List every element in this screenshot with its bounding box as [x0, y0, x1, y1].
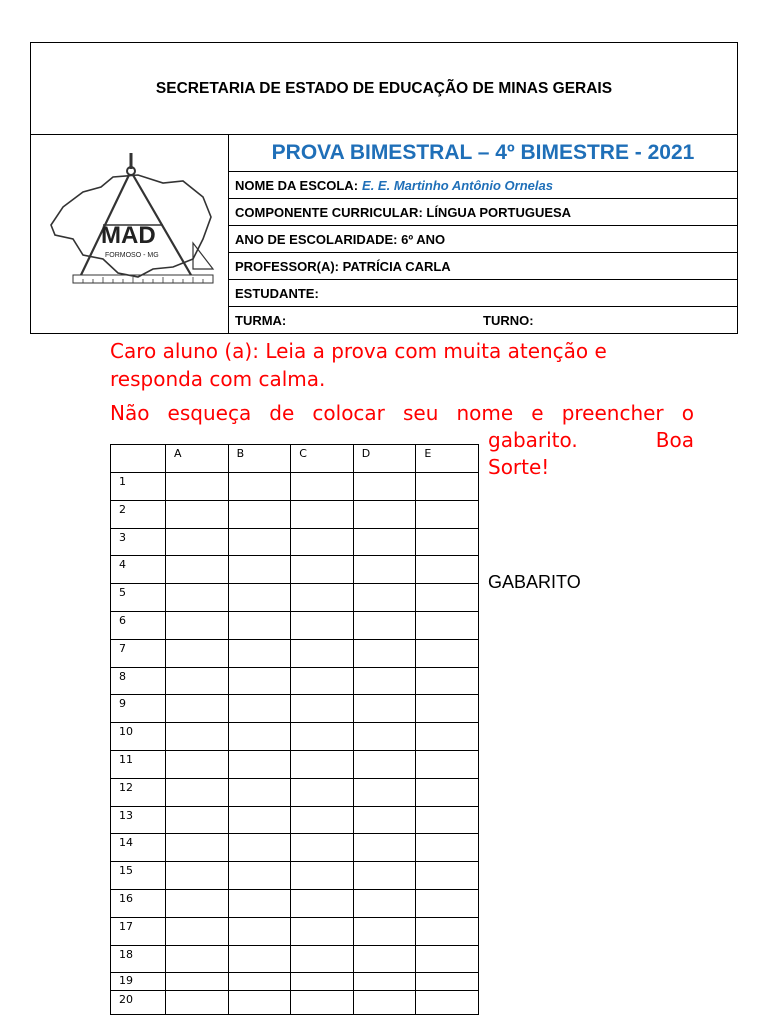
exam-header	[30, 42, 738, 334]
answer-cell[interactable]	[416, 723, 479, 751]
answer-cell[interactable]	[291, 945, 354, 973]
answer-cell[interactable]	[166, 991, 229, 1015]
answer-cell[interactable]	[166, 667, 229, 695]
answer-cell[interactable]	[291, 723, 354, 751]
answer-cell[interactable]	[166, 695, 229, 723]
table-row	[111, 584, 479, 612]
answer-cell[interactable]	[353, 639, 416, 667]
question-number: 15	[111, 862, 166, 890]
turma-field[interactable]: TURMA:	[235, 312, 287, 328]
nome-escola-value: E. E. Martinho Antônio Ornelas	[362, 177, 553, 193]
answer-cell[interactable]	[228, 806, 291, 834]
answer-cell[interactable]	[228, 723, 291, 751]
answer-cell[interactable]	[166, 528, 229, 556]
answer-cell[interactable]	[291, 889, 354, 917]
turma-turno-row	[229, 307, 737, 333]
table-row	[111, 834, 479, 862]
answer-cell[interactable]	[166, 973, 229, 991]
svg-text:FORMOSO - MG: FORMOSO - MG	[105, 252, 159, 259]
school-logo	[31, 135, 229, 333]
instruction-line-2: Não esqueça de colocar seu nome e preencher o	[110, 401, 694, 425]
answer-cell[interactable]	[353, 500, 416, 528]
table-row	[111, 889, 479, 917]
answer-cell[interactable]	[353, 584, 416, 612]
answer-cell[interactable]	[291, 695, 354, 723]
answer-cell[interactable]	[166, 500, 229, 528]
answer-cell[interactable]	[228, 973, 291, 991]
answer-cell[interactable]	[228, 528, 291, 556]
answer-cell[interactable]	[166, 584, 229, 612]
table-row	[111, 500, 479, 528]
table-row	[111, 473, 479, 501]
answer-cell[interactable]	[416, 991, 479, 1015]
estudante-field[interactable]: ESTUDANTE:	[229, 280, 737, 307]
answer-cell[interactable]	[416, 584, 479, 612]
answer-cell[interactable]	[166, 806, 229, 834]
answer-sheet-header-row	[111, 445, 479, 473]
table-row	[111, 991, 479, 1015]
nome-escola-label: NOME DA ESCOLA:	[235, 177, 359, 193]
answer-cell[interactable]	[353, 528, 416, 556]
answer-cell[interactable]	[228, 945, 291, 973]
answer-cell[interactable]	[416, 945, 479, 973]
exam-info	[229, 135, 737, 333]
answer-cell[interactable]	[291, 834, 354, 862]
table-row	[111, 973, 479, 991]
answer-cell[interactable]	[291, 750, 354, 778]
answer-cell[interactable]	[166, 778, 229, 806]
answer-cell[interactable]	[166, 639, 229, 667]
answer-cell[interactable]	[416, 862, 479, 890]
answer-cell[interactable]	[416, 611, 479, 639]
answer-cell[interactable]	[291, 991, 354, 1015]
answer-cell[interactable]	[166, 473, 229, 501]
answer-cell[interactable]	[166, 723, 229, 751]
answer-cell[interactable]	[291, 639, 354, 667]
answer-cell[interactable]	[291, 973, 354, 991]
answer-cell[interactable]	[353, 973, 416, 991]
column-header: E	[416, 445, 479, 473]
table-row	[111, 917, 479, 945]
question-number: 11	[111, 750, 166, 778]
answer-cell[interactable]	[166, 917, 229, 945]
answer-cell[interactable]	[353, 778, 416, 806]
question-number: 1	[111, 473, 166, 501]
instruction-word-boa: Boa	[655, 428, 694, 452]
answer-cell[interactable]	[228, 695, 291, 723]
answer-cell[interactable]	[228, 917, 291, 945]
answer-cell[interactable]	[166, 945, 229, 973]
answer-cell[interactable]	[291, 778, 354, 806]
answer-cell[interactable]	[166, 556, 229, 584]
answer-cell[interactable]	[291, 611, 354, 639]
answer-cell[interactable]	[353, 889, 416, 917]
answer-cell[interactable]	[228, 889, 291, 917]
answer-cell[interactable]	[228, 500, 291, 528]
answer-cell[interactable]	[291, 806, 354, 834]
answer-cell[interactable]	[353, 991, 416, 1015]
answer-cell[interactable]	[291, 556, 354, 584]
question-number: 9	[111, 695, 166, 723]
question-number: 16	[111, 889, 166, 917]
table-row	[111, 723, 479, 751]
answer-cell[interactable]	[228, 667, 291, 695]
answer-cell[interactable]	[228, 611, 291, 639]
table-row	[111, 667, 479, 695]
componente-row: COMPONENTE CURRICULAR: LÍNGUA PORTUGUESA	[229, 199, 737, 226]
question-number: 2	[111, 500, 166, 528]
answer-cell[interactable]	[416, 639, 479, 667]
professor-row: PROFESSOR(A): PATRÍCIA CARLA	[229, 253, 737, 280]
answer-cell[interactable]	[353, 945, 416, 973]
table-row	[111, 945, 479, 973]
answer-cell[interactable]	[291, 917, 354, 945]
turno-field[interactable]: TURNO:	[483, 312, 534, 328]
answer-cell[interactable]	[166, 750, 229, 778]
answer-cell[interactable]	[416, 806, 479, 834]
question-number: 4	[111, 556, 166, 584]
table-row	[111, 556, 479, 584]
column-header: B	[228, 445, 291, 473]
instruction-line-2-continued	[488, 427, 694, 481]
question-number: 14	[111, 834, 166, 862]
prova-title: PROVA BIMESTRAL – 4º BIMESTRE - 2021	[229, 135, 737, 172]
column-header: D	[353, 445, 416, 473]
gabarito-label: GABARITO	[488, 572, 581, 592]
question-number: 3	[111, 528, 166, 556]
corner-cell	[111, 445, 166, 473]
table-row	[111, 750, 479, 778]
answer-cell[interactable]	[228, 556, 291, 584]
table-row	[111, 778, 479, 806]
answer-cell[interactable]	[291, 528, 354, 556]
answer-cell[interactable]	[228, 584, 291, 612]
answer-cell[interactable]	[228, 834, 291, 862]
question-number: 20	[111, 991, 166, 1015]
answer-cell[interactable]	[353, 473, 416, 501]
answer-cell[interactable]	[353, 556, 416, 584]
answer-cell[interactable]	[353, 834, 416, 862]
instruction-word-sorte: Sorte!	[488, 455, 550, 479]
ano-row: ANO DE ESCOLARIDADE: 6º ANO	[229, 226, 737, 253]
secretaria-title: SECRETARIA DE ESTADO DE EDUCAÇÃO DE MINAS GERAIS	[31, 43, 737, 135]
answer-cell[interactable]	[353, 750, 416, 778]
table-row	[111, 611, 479, 639]
answer-cell[interactable]	[166, 889, 229, 917]
answer-sheet-table	[110, 444, 479, 1015]
instruction-word-gabarito: gabarito.	[488, 428, 578, 452]
table-row	[111, 695, 479, 723]
question-number: 10	[111, 723, 166, 751]
answer-cell[interactable]	[228, 473, 291, 501]
question-number: 17	[111, 917, 166, 945]
answer-cell[interactable]	[291, 473, 354, 501]
answer-cell[interactable]	[228, 778, 291, 806]
answer-cell[interactable]	[353, 862, 416, 890]
question-number: 6	[111, 611, 166, 639]
question-number: 12	[111, 778, 166, 806]
answer-cell[interactable]	[228, 991, 291, 1015]
column-header: A	[166, 445, 229, 473]
answer-cell[interactable]	[353, 695, 416, 723]
table-row	[111, 639, 479, 667]
answer-cell[interactable]	[291, 862, 354, 890]
question-number: 8	[111, 667, 166, 695]
answer-cell[interactable]	[416, 528, 479, 556]
nome-escola-row	[229, 172, 737, 199]
answer-cell[interactable]	[416, 500, 479, 528]
answer-cell[interactable]	[228, 750, 291, 778]
table-row	[111, 806, 479, 834]
answer-sheet-body	[111, 473, 479, 1015]
answer-cell[interactable]	[416, 889, 479, 917]
answer-cell[interactable]	[416, 695, 479, 723]
instruction-line-1: Caro aluno (a): Leia a prova com muita atenção e responda com calma.	[110, 339, 607, 391]
answer-cell[interactable]	[353, 667, 416, 695]
table-row	[111, 862, 479, 890]
table-row	[111, 528, 479, 556]
answer-cell[interactable]	[353, 917, 416, 945]
answer-cell[interactable]	[353, 806, 416, 834]
answer-cell[interactable]	[353, 723, 416, 751]
question-number: 7	[111, 639, 166, 667]
answer-cell[interactable]	[353, 611, 416, 639]
answer-cell[interactable]	[166, 862, 229, 890]
answer-cell[interactable]	[416, 778, 479, 806]
answer-cell[interactable]	[228, 639, 291, 667]
question-number: 13	[111, 806, 166, 834]
logo-letters: MAD	[101, 222, 156, 249]
question-number: 18	[111, 945, 166, 973]
answer-cell[interactable]	[416, 834, 479, 862]
answer-cell[interactable]	[291, 500, 354, 528]
column-header: C	[291, 445, 354, 473]
answer-cell[interactable]	[416, 750, 479, 778]
answer-cell[interactable]	[416, 973, 479, 991]
answer-cell[interactable]	[291, 667, 354, 695]
answer-cell[interactable]	[228, 862, 291, 890]
logo-image	[43, 147, 218, 292]
answer-cell[interactable]	[416, 667, 479, 695]
question-number: 5	[111, 584, 166, 612]
answer-cell[interactable]	[291, 584, 354, 612]
question-number: 19	[111, 973, 166, 991]
answer-cell[interactable]	[416, 473, 479, 501]
answer-cell[interactable]	[416, 556, 479, 584]
answer-cell[interactable]	[166, 611, 229, 639]
answer-cell[interactable]	[416, 917, 479, 945]
answer-cell[interactable]	[166, 834, 229, 862]
